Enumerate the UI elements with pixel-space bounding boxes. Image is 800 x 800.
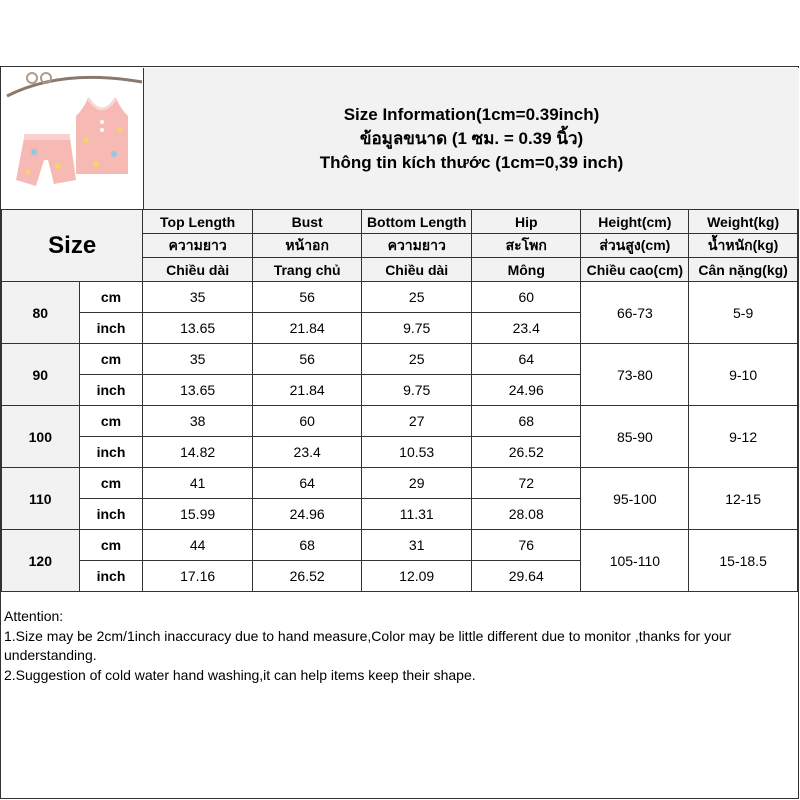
weight-cell: 12-15 <box>689 468 798 530</box>
measurement-cell: 27 <box>362 406 472 437</box>
measurement-cell: 76 <box>471 530 581 561</box>
unit-cell: cm <box>79 344 143 375</box>
measurement-cell: 9.75 <box>362 313 472 344</box>
measurement-cell: 14.82 <box>143 437 253 468</box>
measurement-cell: 26.52 <box>471 437 581 468</box>
measurement-cell: 21.84 <box>252 375 362 406</box>
measurement-cell: 28.08 <box>471 499 581 530</box>
measurement-cell: 23.4 <box>471 313 581 344</box>
measurement-cell: 68 <box>252 530 362 561</box>
attention-note: 1.Size may be 2cm/1inch inaccuracy due to hand measure,Color may be little different due to monitor ,thanks for your understanding. <box>4 627 732 663</box>
size-header: Size <box>2 210 143 282</box>
measurement-cell: 60 <box>252 406 362 437</box>
unit-cell: cm <box>79 530 143 561</box>
measurement-cell: 56 <box>252 282 362 313</box>
size-cell: 90 <box>2 344 80 406</box>
kids-pajama-set-icon <box>2 68 143 209</box>
column-header: Bottom Length <box>362 210 472 234</box>
column-header: Hip <box>471 210 581 234</box>
table-row <box>2 530 798 561</box>
height-cell: 73-80 <box>581 344 689 406</box>
height-cell: 66-73 <box>581 282 689 344</box>
title-thai: ข้อมูลขนาด (1 ซม. = 0.39 นิ้ว) <box>359 128 584 148</box>
measurement-cell: 24.96 <box>471 375 581 406</box>
measurement-cell: 25 <box>362 282 472 313</box>
weight-cell: 15-18.5 <box>689 530 798 592</box>
table-row <box>2 406 798 437</box>
measurement-cell: 64 <box>252 468 362 499</box>
column-header: Cân nặng(kg) <box>689 258 798 282</box>
table-row <box>2 344 798 375</box>
title-vietnamese: Thông tin kích thước (1cm=0,39 inch) <box>319 152 624 172</box>
unit-cell: cm <box>79 406 143 437</box>
measurement-cell: 60 <box>471 282 581 313</box>
size-cell: 100 <box>2 406 80 468</box>
attention-notes <box>4 607 794 685</box>
column-header: Chiều dài <box>362 258 472 282</box>
weight-cell: 9-10 <box>689 344 798 406</box>
weight-cell: 5-9 <box>689 282 798 344</box>
measurement-cell: 9.75 <box>362 375 472 406</box>
measurement-cell: 21.84 <box>252 313 362 344</box>
measurement-cell: 29.64 <box>471 561 581 592</box>
column-header: ความยาว <box>143 234 253 258</box>
column-header: Bust <box>252 210 362 234</box>
unit-cell: inch <box>79 499 143 530</box>
unit-cell: cm <box>79 282 143 313</box>
size-information-title <box>143 68 799 209</box>
column-header: Height(cm) <box>581 210 689 234</box>
column-header: หน้าอก <box>252 234 362 258</box>
measurement-cell: 15.99 <box>143 499 253 530</box>
size-table <box>1 209 798 592</box>
product-image <box>2 68 143 209</box>
size-cell: 80 <box>2 282 80 344</box>
measurement-cell: 38 <box>143 406 253 437</box>
measurement-cell: 44 <box>143 530 253 561</box>
measurement-cell: 26.52 <box>252 561 362 592</box>
table-row <box>2 468 798 499</box>
unit-cell: inch <box>79 375 143 406</box>
measurement-cell: 35 <box>143 344 253 375</box>
column-header: น้ำหนัก(kg) <box>689 234 798 258</box>
measurement-cell: 17.16 <box>143 561 253 592</box>
measurement-cell: 24.96 <box>252 499 362 530</box>
size-cell: 110 <box>2 468 80 530</box>
unit-cell: inch <box>79 561 143 592</box>
title-english: Size Information(1cm=0.39inch) <box>343 104 600 124</box>
measurement-cell: 41 <box>143 468 253 499</box>
height-cell: 95-100 <box>581 468 689 530</box>
height-cell: 85-90 <box>581 406 689 468</box>
column-header: Chiều cao(cm) <box>581 258 689 282</box>
column-header: Mông <box>471 258 581 282</box>
size-chart-sheet <box>0 66 799 799</box>
header-row <box>2 210 798 234</box>
measurement-cell: 13.65 <box>143 375 253 406</box>
measurement-cell: 25 <box>362 344 472 375</box>
measurement-cell: 35 <box>143 282 253 313</box>
column-header: Weight(kg) <box>689 210 798 234</box>
column-header: ส่วนสูง(cm) <box>581 234 689 258</box>
measurement-cell: 29 <box>362 468 472 499</box>
height-cell: 105-110 <box>581 530 689 592</box>
column-header: สะโพก <box>471 234 581 258</box>
measurement-cell: 23.4 <box>252 437 362 468</box>
measurement-cell: 13.65 <box>143 313 253 344</box>
size-cell: 120 <box>2 530 80 592</box>
measurement-cell: 56 <box>252 344 362 375</box>
unit-cell: inch <box>79 313 143 344</box>
measurement-cell: 64 <box>471 344 581 375</box>
column-header: Chiều dài <box>143 258 253 282</box>
measurement-cell: 31 <box>362 530 472 561</box>
measurement-cell: 72 <box>471 468 581 499</box>
table-row <box>2 282 798 313</box>
measurement-cell: 68 <box>471 406 581 437</box>
weight-cell: 9-12 <box>689 406 798 468</box>
measurement-cell: 10.53 <box>362 437 472 468</box>
attention-heading: Attention: <box>4 608 64 624</box>
unit-cell: inch <box>79 437 143 468</box>
column-header: ความยาว <box>362 234 472 258</box>
unit-cell: cm <box>79 468 143 499</box>
column-header: Trang chủ <box>252 258 362 282</box>
attention-note: 2.Suggestion of cold water hand washing,it can help items keep their shape. <box>4 666 476 683</box>
column-header: Top Length <box>143 210 253 234</box>
measurement-cell: 12.09 <box>362 561 472 592</box>
measurement-cell: 11.31 <box>362 499 472 530</box>
